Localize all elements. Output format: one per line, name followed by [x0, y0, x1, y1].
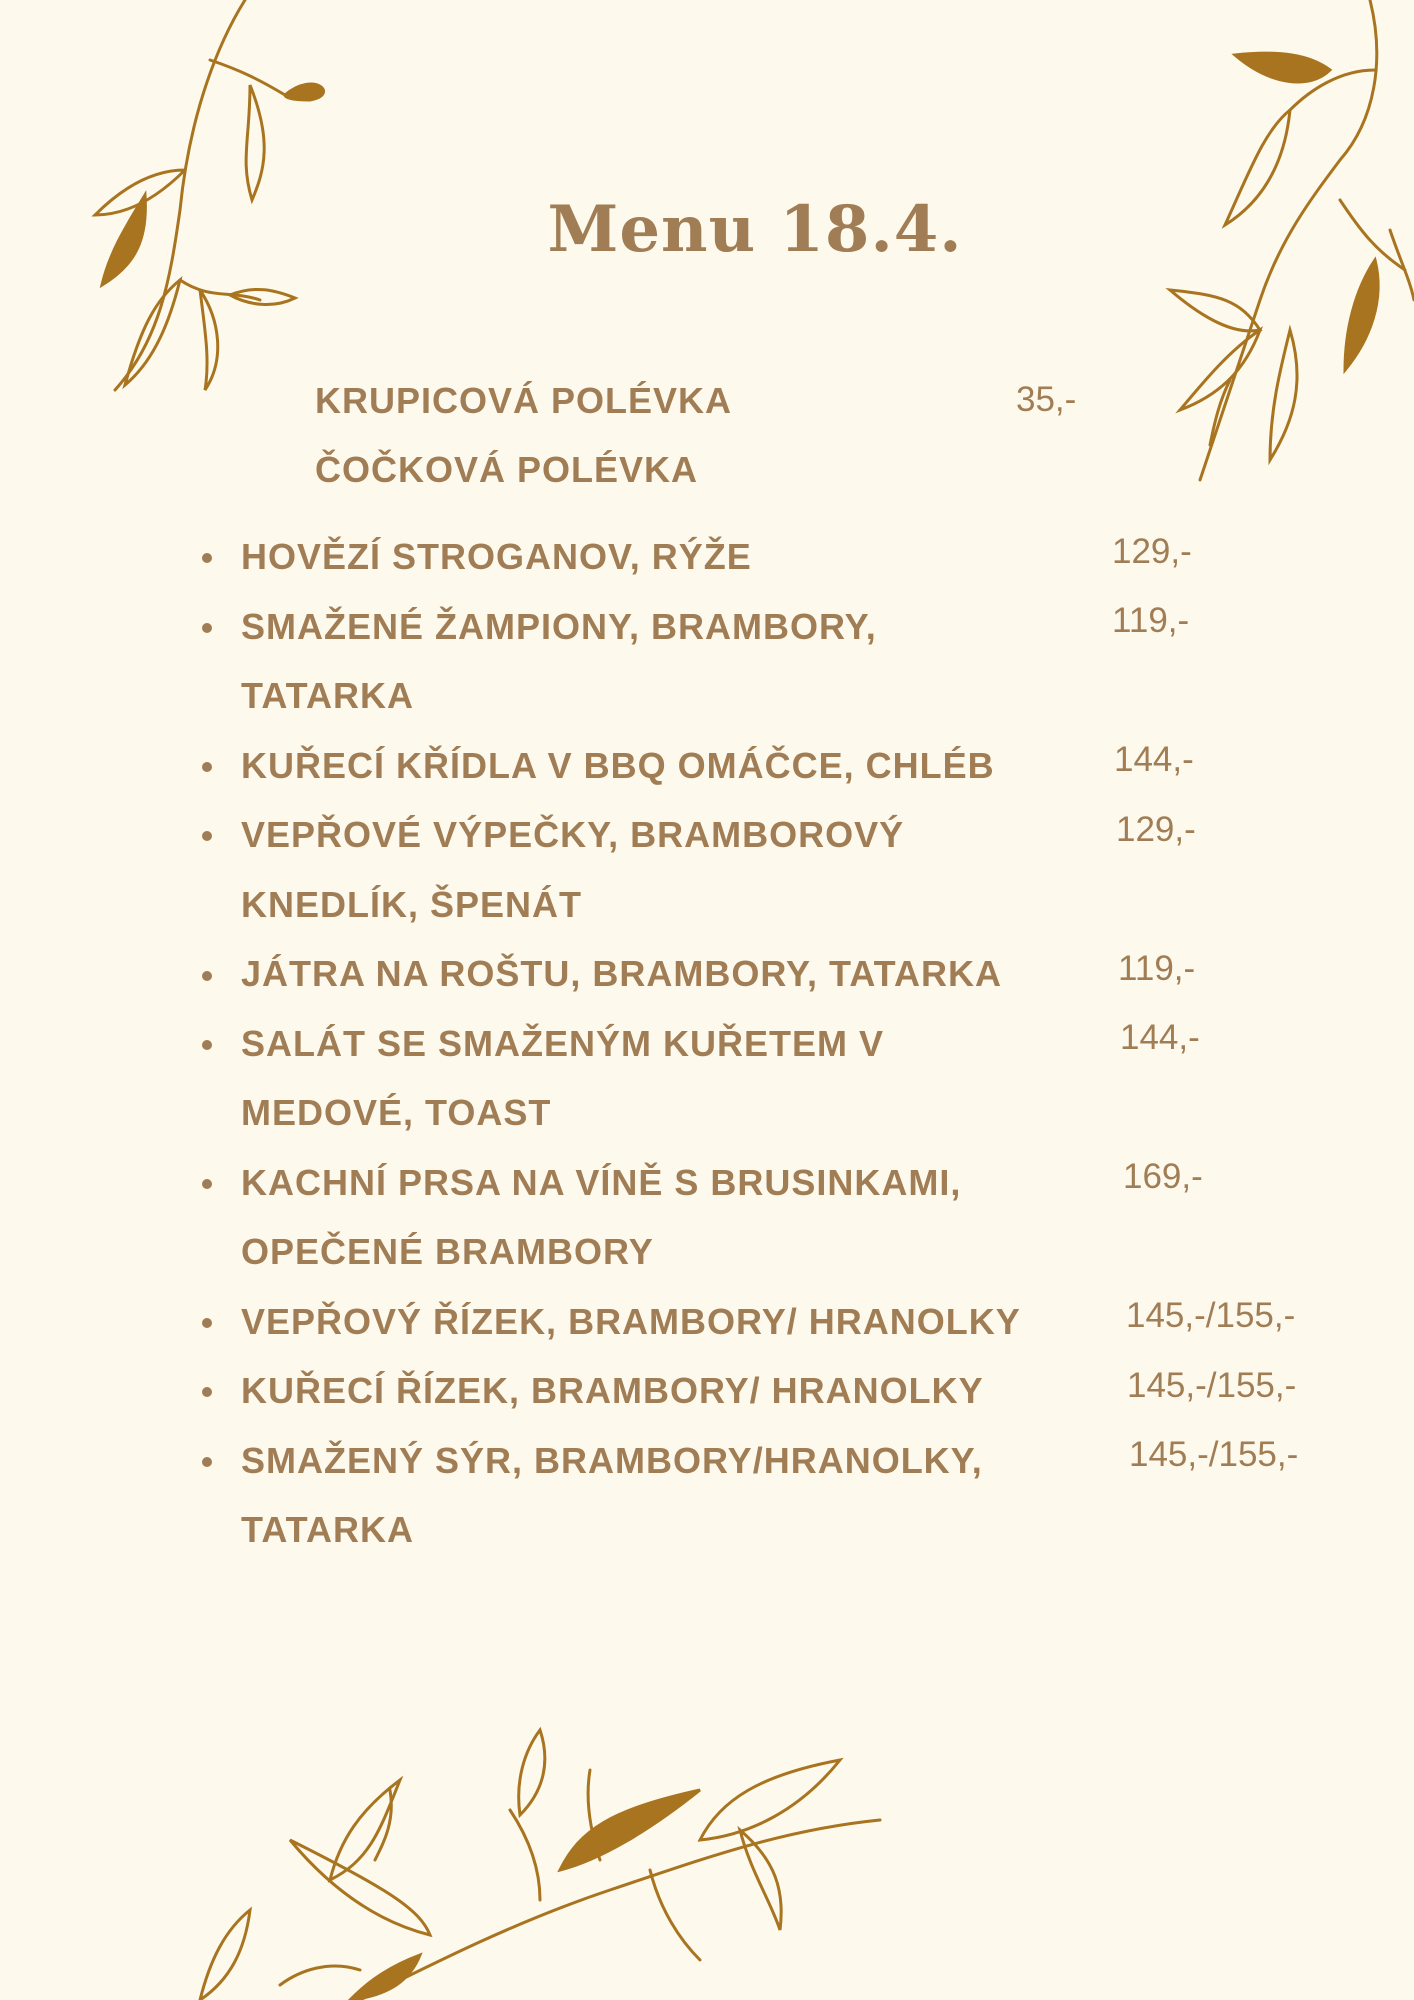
- main-dish-price: 129,-: [1112, 532, 1192, 571]
- main-dish-line: SMAŽENÉ ŽAMPIONY, BRAMBORY,: [241, 606, 877, 647]
- bullet-icon: [202, 971, 212, 981]
- main-dish-line: TATARKA: [241, 675, 414, 716]
- soup-item-price: 35,-: [1016, 380, 1077, 419]
- main-dish-price: 169,-: [1123, 1157, 1203, 1196]
- main-dish-line: KUŘECÍ KŘÍDLA V BBQ OMÁČCE, CHLÉB: [241, 745, 995, 786]
- main-dish-line: KNEDLÍK, ŠPENÁT: [241, 884, 583, 925]
- bullet-icon: [202, 623, 212, 633]
- main-dish-price: 144,-: [1120, 1018, 1200, 1057]
- main-dish-price: 145,-/155,-: [1127, 1366, 1297, 1405]
- main-dish-price: 119,-: [1118, 949, 1196, 988]
- bullet-icon: [202, 1040, 212, 1050]
- main-dish-line: JÁTRA NA ROŠTU, BRAMBORY, TATARKA: [241, 953, 1002, 994]
- main-dish-line: KACHNÍ PRSA NA VÍNĚ S BRUSINKAMI,: [241, 1162, 962, 1203]
- main-dish-line: KUŘECÍ ŘÍZEK, BRAMBORY/ HRANOLKY: [241, 1370, 984, 1411]
- main-dish-line: VEPŘOVÝ ŘÍZEK, BRAMBORY/ HRANOLKY: [241, 1301, 1021, 1342]
- bullet-icon: [202, 1179, 212, 1189]
- main-dish-line: VEPŘOVÉ VÝPEČKY, BRAMBOROVÝ: [241, 814, 905, 855]
- main-dish-line: MEDOVÉ, TOAST: [241, 1092, 552, 1133]
- bullet-icon: [202, 1387, 212, 1397]
- main-dish-price: 145,-/155,-: [1126, 1296, 1296, 1335]
- main-dish-price: 144,-: [1114, 740, 1194, 779]
- main-dish-price: 129,-: [1116, 810, 1196, 849]
- main-dish-line: HOVĚZÍ STROGANOV, RÝŽE: [241, 536, 752, 577]
- main-dish-line: SMAŽENÝ SÝR, BRAMBORY/HRANOLKY,: [241, 1440, 983, 1481]
- bullet-icon: [202, 553, 212, 563]
- bullet-icon: [202, 762, 212, 772]
- page-title: Menu 18.4.: [547, 192, 963, 267]
- main-dish-line: OPEČENÉ BRAMBORY: [241, 1231, 654, 1272]
- bullet-icon: [202, 831, 212, 841]
- soup-item-name: KRUPICOVÁ POLÉVKA: [315, 380, 733, 421]
- main-dish-line: SALÁT SE SMAŽENÝM KUŘETEM V: [241, 1023, 885, 1064]
- soup-item-name: ČOČKOVÁ POLÉVKA: [315, 449, 699, 490]
- main-dish-line: TATARKA: [241, 1509, 414, 1550]
- main-dish-price: 145,-/155,-: [1129, 1435, 1299, 1474]
- bullet-icon: [202, 1318, 212, 1328]
- leaf-branch-bottom-icon: [180, 1720, 900, 2000]
- bullet-icon: [202, 1457, 212, 1467]
- main-dish-price: 119,-: [1112, 601, 1190, 640]
